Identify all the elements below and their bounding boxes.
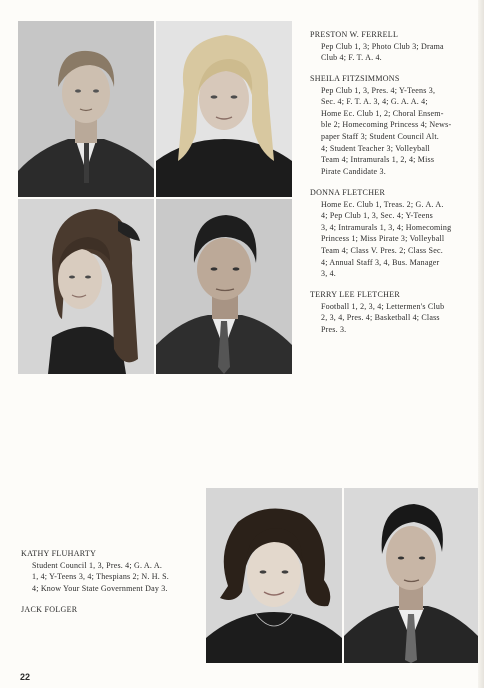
- portrait-photo-donna-fletcher: [18, 199, 154, 374]
- activity-line: Pep Club 1, 3, Pres. 4; Y-Teens 3,: [321, 85, 436, 95]
- senior-name: SHEILA FITZSIMMONS: [310, 74, 400, 83]
- portrait-photo-terry-lee-fletcher: [156, 199, 292, 374]
- senior-entry: [310, 73, 480, 177]
- portrait-photo-preston-ferrell: [18, 21, 154, 197]
- activity-line: 3, 4; Intramurals 1, 3, 4; Homecoming: [321, 222, 452, 232]
- senior-entry: [310, 29, 480, 64]
- activity-line: 4; Student Teacher 3; Volleyball: [321, 143, 430, 153]
- activity-line: 3, 4.: [321, 269, 336, 279]
- senior-name: TERRY LEE FLETCHER: [310, 290, 400, 299]
- activity-line: 4; Annual Staff 3, 4, Bus. Manager: [321, 257, 440, 267]
- activity-line: Princess 1; Miss Pirate 3; Volleyball: [321, 234, 445, 244]
- activity-line: 4; Know Your State Government Day 3.: [32, 583, 168, 593]
- senior-entry: [21, 604, 203, 616]
- activity-line: 2, 3, 4, Pres. 4; Basketball 4; Class: [321, 313, 440, 323]
- activity-line: Team 4; Intramurals 1, 2, 4; Miss: [321, 155, 435, 165]
- activity-line: paper Staff 3; Student Council Alt.: [321, 131, 439, 141]
- senior-name: KATHY FLUHARTY: [21, 549, 97, 558]
- senior-name: JACK FOLGER: [21, 605, 78, 614]
- page-number: 22: [20, 672, 31, 682]
- senior-entry: [21, 548, 203, 594]
- activity-line: Sec. 4; F. T. A. 3, 4; G. A. A. 4;: [321, 97, 428, 107]
- activity-line: Home Ec. Club 1, Treas. 2; G. A. A.: [321, 199, 444, 209]
- activity-line: 4; Pep Club 1, 3, Sec. 4; Y-Teens: [321, 211, 433, 221]
- senior-name: PRESTON W. FERRELL: [310, 30, 399, 39]
- activity-line: ble 2; Homecoming Princess 4; News-: [321, 120, 452, 130]
- portrait-photo-kathy-fluharty: [206, 488, 342, 663]
- activity-line: Team 4; Class V. Pres. 2; Class Sec.: [321, 245, 443, 255]
- activity-line: Pres. 3.: [321, 324, 347, 334]
- activity-line: Pep Club 1, 3; Photo Club 3; Drama: [321, 41, 444, 51]
- portrait-photo-sheila-fitzsimmons: [156, 21, 292, 197]
- activity-line: Pirate Candidate 3.: [321, 166, 386, 176]
- activity-line: Home Ec. Club 1, 2; Choral Ensem-: [321, 108, 444, 118]
- senior-name: DONNA FLETCHER: [310, 188, 386, 197]
- portrait-photo-jack-folger: [344, 488, 478, 663]
- activity-line: Student Council 1, 3, Pres. 4; G. A. A.: [32, 560, 163, 570]
- senior-entry: [310, 289, 480, 335]
- activity-line: Football 1, 2, 3, 4; Lettermen's Club: [321, 301, 445, 311]
- senior-entry: [310, 187, 480, 280]
- activity-line: 1, 4; Y-Teens 3, 4; Thespians 2; N. H. S.: [32, 572, 169, 582]
- activity-line: Club 4; F. T. A. 4.: [321, 53, 382, 63]
